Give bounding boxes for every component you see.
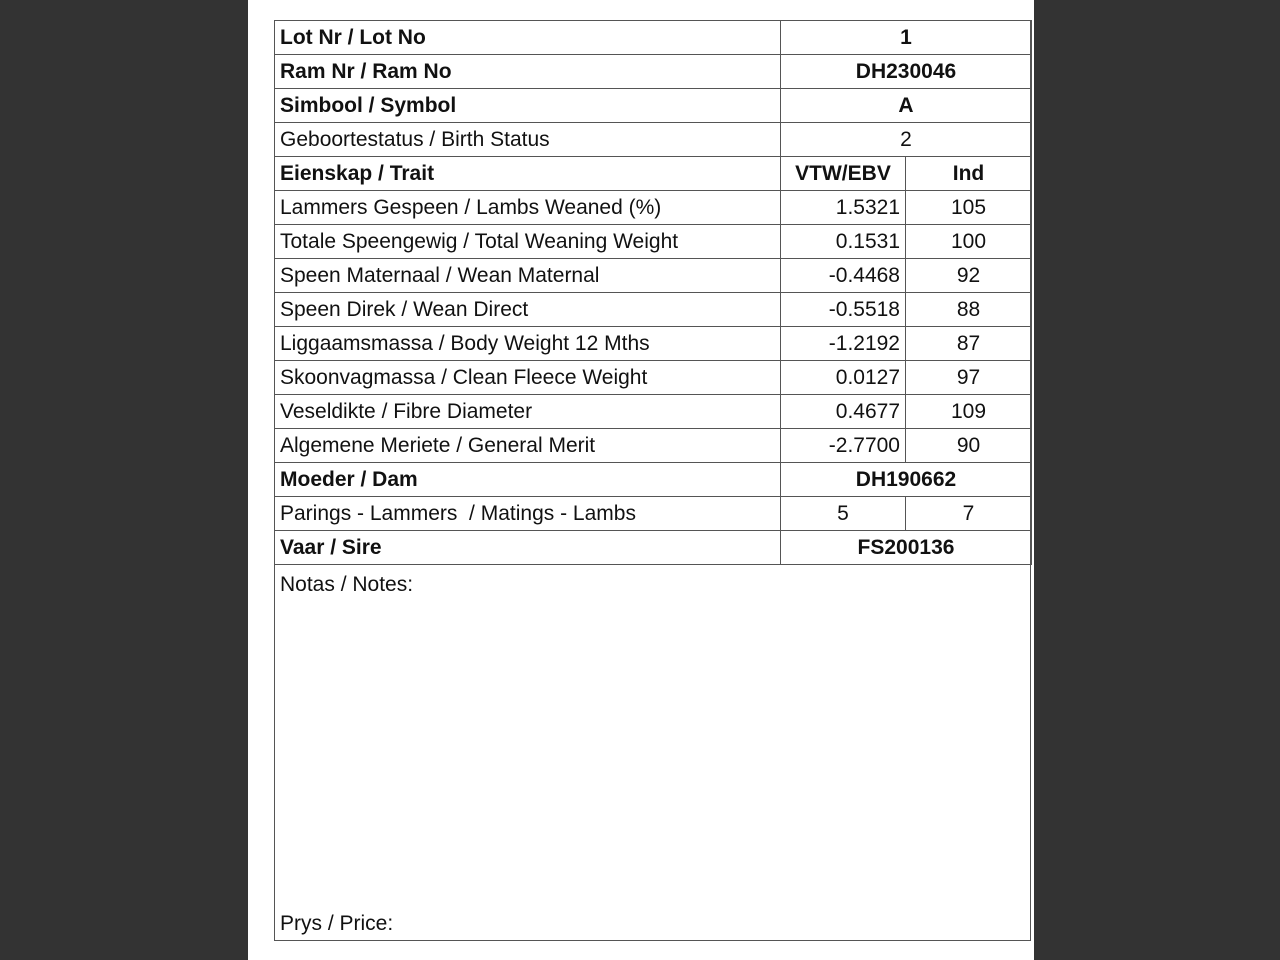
trait-header-label: Eienskap / Trait (275, 157, 781, 191)
trait-row (275, 225, 1032, 259)
trait-row (275, 361, 1032, 395)
trait-ebv: -1.2192 (781, 327, 906, 361)
symbol-value: A (781, 89, 1032, 123)
trait-ebv: 0.0127 (781, 361, 906, 395)
trait-row (275, 395, 1032, 429)
birth-status-row (275, 123, 1032, 157)
ram-label: Ram Nr / Ram No (275, 55, 781, 89)
trait-row (275, 293, 1032, 327)
trait-ind: 109 (906, 395, 1032, 429)
trait-ebv: 1.5321 (781, 191, 906, 225)
trait-ind: 87 (906, 327, 1032, 361)
dam-value: DH190662 (781, 463, 1032, 497)
trait-ebv: 0.4677 (781, 395, 906, 429)
trait-row (275, 191, 1032, 225)
trait-ind: 105 (906, 191, 1032, 225)
trait-name: Algemene Meriete / General Merit (275, 429, 781, 463)
lot-value: 1 (781, 21, 1032, 55)
trait-ind: 90 (906, 429, 1032, 463)
trait-name: Veseldikte / Fibre Diameter (275, 395, 781, 429)
trait-ind: 92 (906, 259, 1032, 293)
trait-name: Liggaamsmassa / Body Weight 12 Mths (275, 327, 781, 361)
trait-name: Speen Maternaal / Wean Maternal (275, 259, 781, 293)
trait-ebv: -0.4468 (781, 259, 906, 293)
trait-ind: 88 (906, 293, 1032, 327)
ram-info-table (274, 20, 1032, 565)
matings-label: Parings - Lammers / Matings - Lambs (275, 497, 781, 531)
trait-name: Totale Speengewig / Total Weaning Weight (275, 225, 781, 259)
lot-row (275, 21, 1032, 55)
trait-row (275, 259, 1032, 293)
symbol-row (275, 89, 1032, 123)
trait-ind: 97 (906, 361, 1032, 395)
lambs-value: 7 (906, 497, 1032, 531)
symbol-label: Simbool / Symbol (275, 89, 781, 123)
lot-label: Lot Nr / Lot No (275, 21, 781, 55)
price-label: Prys / Price: (280, 912, 394, 935)
notes-label: Notas / Notes: (280, 573, 414, 596)
ind-header: Ind (906, 157, 1032, 191)
document-page (248, 0, 1034, 960)
trait-row (275, 327, 1032, 361)
ram-value: DH230046 (781, 55, 1032, 89)
sire-row (275, 531, 1032, 565)
matings-value: 5 (781, 497, 906, 531)
trait-ebv: -2.7700 (781, 429, 906, 463)
trait-ebv: 0.1531 (781, 225, 906, 259)
trait-ind: 100 (906, 225, 1032, 259)
matings-row (275, 497, 1032, 531)
trait-ebv: -0.5518 (781, 293, 906, 327)
dam-label: Moeder / Dam (275, 463, 781, 497)
dam-row (275, 463, 1032, 497)
trait-name: Skoonvagmassa / Clean Fleece Weight (275, 361, 781, 395)
trait-header-row (275, 157, 1032, 191)
sire-value: FS200136 (781, 531, 1032, 565)
trait-row (275, 429, 1032, 463)
birth-status-value: 2 (781, 123, 1032, 157)
trait-name: Lammers Gespeen / Lambs Weaned (%) (275, 191, 781, 225)
ebv-header: VTW/EBV (781, 157, 906, 191)
trait-name: Speen Direk / Wean Direct (275, 293, 781, 327)
birth-status-label: Geboortestatus / Birth Status (275, 123, 781, 157)
ram-row (275, 55, 1032, 89)
sire-label: Vaar / Sire (275, 531, 781, 565)
ram-info-sheet (274, 20, 1031, 941)
